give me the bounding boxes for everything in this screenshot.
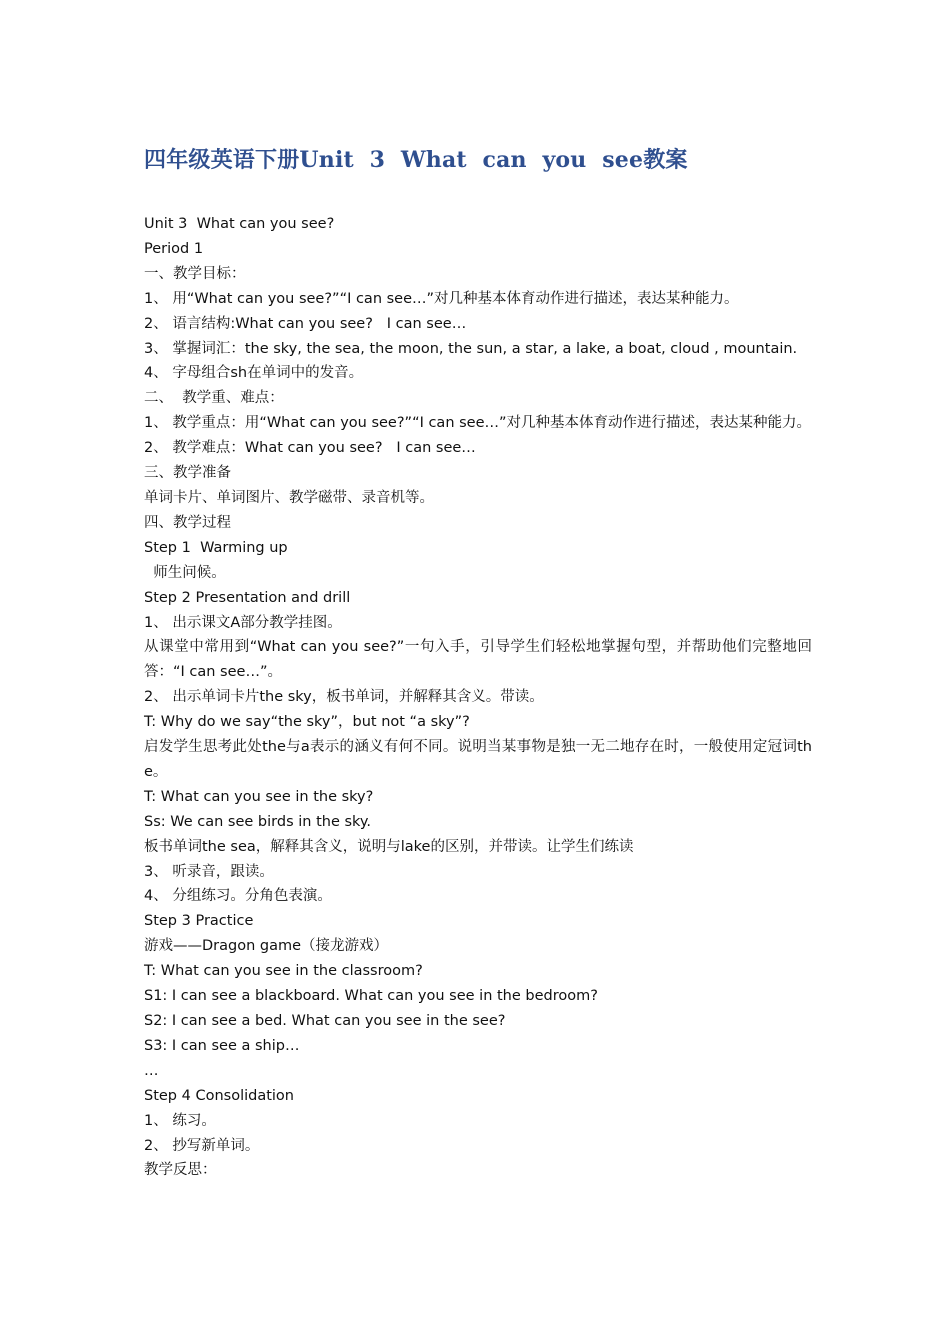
paragraph: S2: I can see a bed. What can you see in the see? bbox=[144, 1013, 506, 1029]
paragraph: Step 1 Warming up bbox=[144, 539, 288, 556]
paragraph: … bbox=[144, 1062, 159, 1079]
paragraph: 3、 掌握词汇：the sky, the sea, the moon, the sun, a star, a lake, a boat, cloud , mountain. bbox=[144, 340, 798, 357]
paragraph: 1、 教学重点：用“What can you see?”“I can see…”对几种基本体育动作进行描述，表达某种能力。 bbox=[144, 415, 812, 432]
paragraph: 2、 抄写新单词。 bbox=[144, 1137, 260, 1154]
paragraph: Step 3 Practice bbox=[144, 913, 254, 930]
paragraph: Step 4 Consolidation bbox=[144, 1087, 294, 1104]
paragraph: 3、 听录音，跟读。 bbox=[144, 863, 274, 880]
paragraph: 4、 分组练习。分角色表演。 bbox=[144, 888, 332, 905]
paragraph: 2、 出示单词卡片the sky，板书单词，并解释其含义。带读。 bbox=[144, 689, 544, 706]
paragraph: 游戏——Dragon game（接龙游戏） bbox=[144, 938, 389, 955]
paragraph: 1、 出示课文A部分教学挂图。 bbox=[144, 614, 342, 631]
paragraph: 1、 练习。 bbox=[144, 1112, 216, 1129]
paragraph: 1、 用“What can you see?”“I can see…”对几种基本体育动作进行描述，表达某种能力。 bbox=[144, 290, 739, 307]
paragraph: T: Why do we say“the sky”，but not “a sky”? bbox=[144, 714, 470, 731]
paragraph: T: What can you see in the sky? bbox=[144, 788, 374, 805]
paragraph: Unit 3 What can you see? bbox=[144, 216, 335, 232]
paragraph: Ss: We can see birds in the sky. bbox=[144, 813, 372, 830]
paragraph: Period 1 bbox=[144, 240, 204, 257]
paragraph: 单词卡片、单词图片、教学磁带、录音机等。 bbox=[144, 489, 434, 506]
paragraph: 教学反思： bbox=[144, 1162, 217, 1179]
paragraph: S1: I can see a blackboard. What can you see in the bedroom? bbox=[144, 988, 598, 1005]
paragraph: 板书单词the sea，解释其含义，说明与lake的区别，并带读。让学生们练读 bbox=[144, 838, 634, 855]
paragraph: 四、教学过程 bbox=[144, 514, 231, 531]
paragraph: 2、 语言结构:What can you see? I can see… bbox=[144, 315, 467, 332]
document-title: 四年级英语下册Unit 3 What can you see教案 bbox=[144, 147, 688, 173]
paragraph: 启发学生思考此处the与a表示的涵义有何不同。说明当某事物是独一无二地存在时，一般使用定冠词the。 bbox=[144, 739, 812, 780]
paragraph: Step 2 Presentation and drill bbox=[144, 589, 351, 606]
paragraph: 师生问候。 bbox=[144, 564, 226, 581]
paragraph: 一、教学目标： bbox=[144, 265, 246, 282]
paragraph: 从课堂中常用到“What can you see?”一句入手，引导学生们轻松地掌握句型，并帮助他们完整地回答：“I can see…”。 bbox=[144, 639, 812, 681]
document-body bbox=[144, 212, 812, 1183]
paragraph: 二、 教学重、难点： bbox=[144, 390, 284, 407]
paragraph: 4、 字母组合sh在单词中的发音。 bbox=[144, 365, 364, 382]
paragraph: 三、教学准备 bbox=[144, 465, 231, 482]
paragraph: S3: I can see a ship… bbox=[144, 1037, 300, 1054]
paragraph: T: What can you see in the classroom? bbox=[144, 963, 423, 980]
paragraph: 2、 教学难点：What can you see? I can see… bbox=[144, 440, 476, 457]
